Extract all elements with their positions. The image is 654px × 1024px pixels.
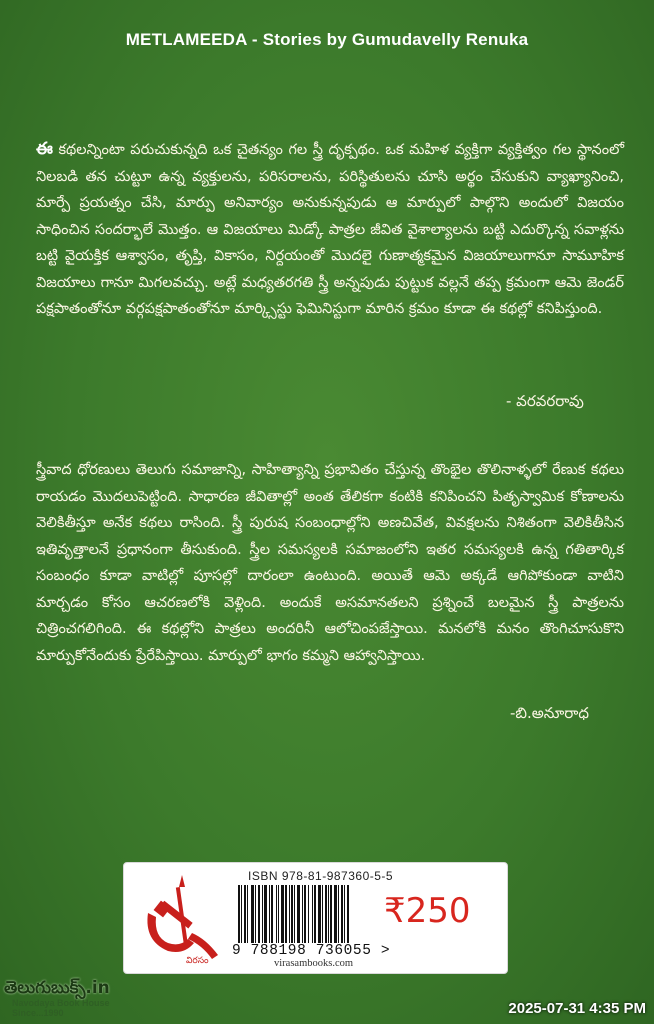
watermark-shop-line1: Navodaya Book House xyxy=(12,998,110,1008)
review-1-author: - వరవరరావు xyxy=(506,392,584,410)
publisher-website: virasambooks.com xyxy=(274,958,354,969)
watermark-shop-line2: Since...1990 xyxy=(12,1008,64,1018)
book-title: METLAMEEDA - Stories by Gumudavelly Renuka xyxy=(125,30,529,49)
logo-text: విరసం xyxy=(186,956,209,966)
publisher-logo-icon xyxy=(134,873,234,968)
price-label: ₹250 xyxy=(384,891,471,931)
photo-timestamp: 2025-07-31 4:35 PM xyxy=(508,1000,646,1017)
review-2-author: -బి.అనూరాధ xyxy=(510,704,589,722)
barcode-icon xyxy=(238,885,373,943)
isbn-barcode-panel xyxy=(123,862,508,974)
watermark-shop xyxy=(12,998,110,1018)
watermark-site: తెలుగుబుక్స్.in xyxy=(4,978,110,998)
review-1-text: కథలన్నింటా పరుచుకున్నది ఒక చైతన్యం గల స్త్రీ దృక్పథం. ఒక మహిళ వ్యక్తిగా వ్యక్తిత్వం గల స్థానంలో నిలబడి తన చుట్టూ ఉన్న వ్యక్తులను, పరిసరాలను, పరిస్థితులను చూసి అర్థం చేసుకుని వ్యాఖ్యానించి, మార్పే ప్రయత్నం చేసి, మార్పు అనివార్యం అనుకున్నపుడు ఆ మార్పులో పాల్గొని అందులో విజయం సాధించిన సందర్భాలే మొత్తం. ఆ విజయాలు మిడ్కో పాత్రల జీవిత వైశాల్యాలను బట్టి ఎదుర్కొన్న సవాళ్లను బట్టి వైయక్తిక ఆశ్వాసం, తృప్తి, వికాసం, నిర్దయంతో మొదలై గుణాత్మకమైన విజయాలుగానూ సామూహిక విజయాలు గానూ మిగలవచ్చు. అట్లే మధ్యతరగతి స్త్రీ అన్నపుడు పుట్టుక వల్లనే తప్ప క్రమంగా ఆమె జెండర్ పక్షపాతంతోనూ వర్గపక్షపాతంతోనూ మార్క్సిస్టు ఫెమినిస్టుగా మారిన క్రమం కూడా ఈ కథల్లో కనిపిస్తుంది. xyxy=(36,142,624,317)
isbn-number: ISBN 978-81-987360-5-5 xyxy=(248,869,394,883)
review-paragraph-2: స్త్రీవాద ధోరణులు తెలుగు సమాజాన్ని, సాహిత్యాన్ని ప్రభావితం చేస్తున్న తొంభైల తొలినాళ్ళలో రేణుక కథలు రాయడం మొదలుపెట్టింది. సాధారణ జీవితాల్లో అంత తేలికగా కంటికి కనిపించని పితృస్వామిక కోణాలను వెలికితీస్తూ అనేక కథలు రాసింది. స్త్రీ పురుష సంబంధాల్లోని అణచివేత, వివక్షలను నిశితంగా వెలికితీసిన ఇతివృత్తాలనే ప్రధానంగా తీసుకుంది. స్త్రీల సమస్యలకి సమాజంలోని ఇతర సమస్యలకి ఉన్న గతితార్కిక సంబంధం కూడా వాటిల్లో పూసల్లో దారంలా ఉంటుంది. అయితే ఆమె అక్కడే ఆగిపోకుండా వాటిని మార్చడం కోసం ఆచరణలోకి వెళ్లింది. అందుకే అసమానతలని ప్రశ్నించే బలమైన స్త్రీ పాత్రలను చిత్రించగలిగింది. ఈ కథల్లోని పాత్రలు అందరినీ ఆలోచింపజేస్తాయి. మనలోకి మనం తొంగిచూసుకొని మార్పుకోనేందుకు ప్రేరేపిస్తాయి. మార్పులో భాగం కమ్మని ఆహ్వానిస్తాయి. xyxy=(36,462,624,664)
review-paragraph-1 xyxy=(36,136,624,323)
dropcap: ఈ xyxy=(36,139,53,159)
barcode-number: 9 788198 736055 > xyxy=(232,943,391,959)
